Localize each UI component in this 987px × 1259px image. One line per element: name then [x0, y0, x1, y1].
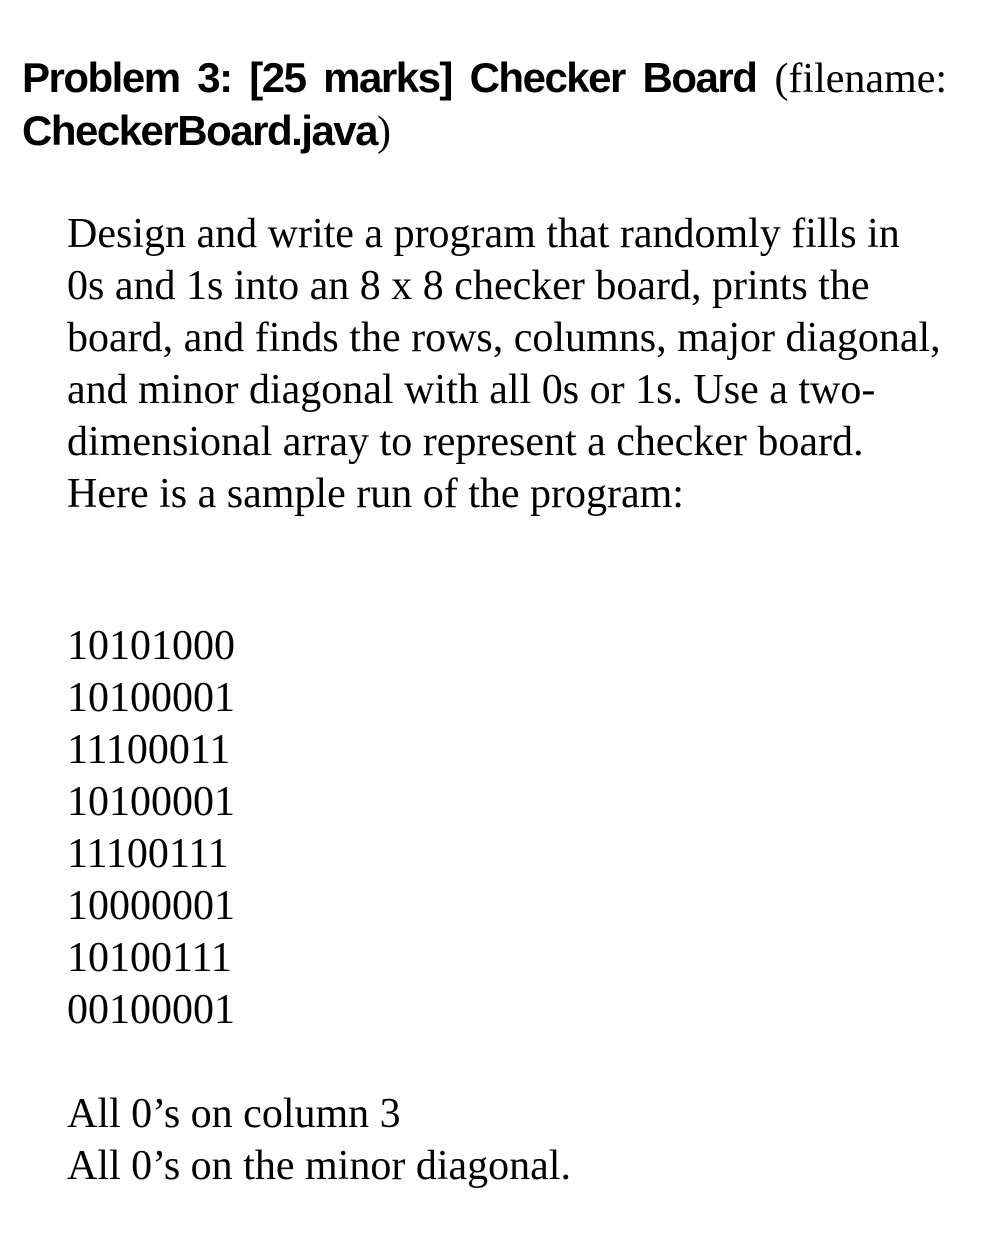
board-row: 10100001: [67, 675, 235, 721]
problem-description: Design and write a program that randomly fills in 0s and 1s into an 8 x 8 checker board, prints the board, and finds the rows, columns, major diagonal, and minor diagonal with all 0s or 1s. Use a two-dimensional array to represent a checker board. Here is a sample run of the program:: [67, 211, 941, 517]
filename-open: (filename:: [774, 56, 948, 102]
board-row: 11100111: [67, 831, 229, 877]
problem-filename: CheckerBoard.java: [22, 107, 378, 154]
filename-close: ): [377, 109, 392, 155]
result-line: All 0’s on column 3: [67, 1091, 401, 1137]
board-row: 10100001: [67, 779, 235, 825]
problem-title: Problem 3: [25 marks] Checker Board: [22, 54, 757, 101]
problem-heading: [22, 52, 947, 158]
board-row: 10101000: [67, 623, 235, 669]
board-row: 10000001: [67, 883, 235, 929]
sample-results: [67, 1088, 947, 1192]
board-row: 10100111: [67, 935, 232, 981]
result-line: All 0’s on the minor diagonal.: [67, 1143, 571, 1189]
board-row: 00100001: [67, 987, 235, 1033]
sample-board: [67, 620, 947, 1036]
board-row: 11100011: [67, 727, 231, 773]
